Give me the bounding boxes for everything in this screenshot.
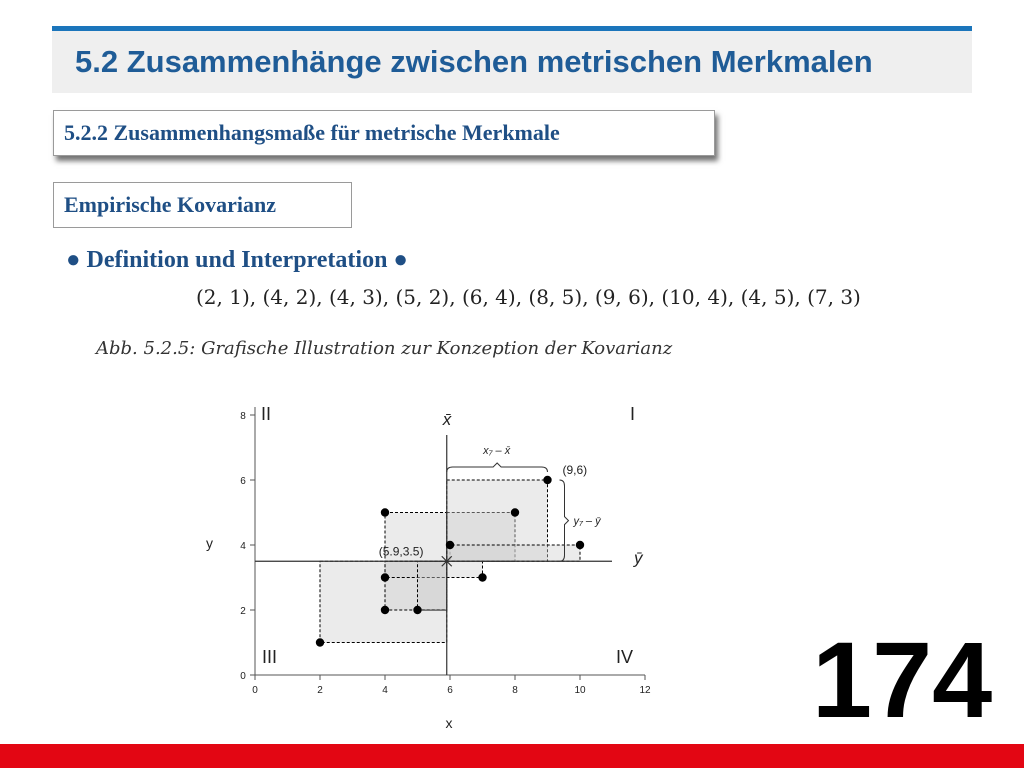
quadrant-label-4: IV <box>616 647 634 667</box>
data-point-2 <box>381 606 389 614</box>
data-point-9 <box>381 508 389 516</box>
y-tick-label-4: 4 <box>240 541 246 552</box>
x-tick-label-6: 6 <box>447 685 453 696</box>
deviation-rect-8 <box>447 545 580 561</box>
data-point-10 <box>478 573 486 581</box>
bottom-bar <box>0 744 1024 768</box>
data-point-3 <box>381 573 389 581</box>
data-point-4 <box>413 606 421 614</box>
x-tick-label-8: 8 <box>512 685 518 696</box>
y-tick-label-2: 2 <box>240 606 246 617</box>
mean-y-label: ȳ <box>634 548 643 568</box>
x-tick-label-2: 2 <box>317 685 323 696</box>
subsection-heading: Empirische Kovarianz <box>64 192 277 217</box>
y-tick-label-8: 8 <box>240 411 246 422</box>
mean-point-label: (5.9,3.5) <box>378 544 424 559</box>
x-tick-label-4: 4 <box>382 685 388 696</box>
y-tick-label-0: 0 <box>240 671 246 682</box>
data-point-6 <box>511 508 519 516</box>
deviation-rect-4 <box>418 561 447 610</box>
data-point-8 <box>576 541 584 549</box>
deviation-rect-10 <box>447 561 483 577</box>
quadrant-label-2: II <box>261 404 272 424</box>
section-heading: 5.2.2 Zusammenhangsmaße für metrische Merkmale <box>64 120 560 145</box>
data-point-5 <box>446 541 454 549</box>
quadrant-label-3: III <box>262 647 278 667</box>
subsection-heading-box <box>53 182 352 228</box>
figure-caption: Abb. 5.2.5: Grafische Illustration zur Konzeption der Kovarianz <box>96 338 673 359</box>
definition-heading: ● Definition und Interpretation ● <box>66 247 408 273</box>
y-tick-label-6: 6 <box>240 476 246 487</box>
covariance-scatter-chart <box>200 390 670 735</box>
x-tick-label-0: 0 <box>252 685 258 696</box>
mean-x-label: x̄ <box>442 410 452 429</box>
dx-brace <box>447 463 548 472</box>
point-9-6-label: (9,6) <box>562 463 588 477</box>
section-heading-box <box>53 110 715 156</box>
dx-label: x₇ – x̄ <box>483 445 511 457</box>
y-axis-label: y <box>206 535 213 551</box>
data-points-list: (2, 1), (4, 2), (4, 3), (5, 2), (6, 4), (8, 5), (9, 6), (10, 4), (4, 5), (7, 3) <box>196 285 861 309</box>
data-point-1 <box>316 638 324 646</box>
slide-title: 5.2 Zusammenhänge zwischen metrischen Merkmalen <box>75 44 873 79</box>
quadrant-label-1: I <box>630 404 636 424</box>
x-axis-label: x <box>445 715 453 731</box>
dy-label: y₇ – ȳ <box>573 515 601 528</box>
page-number: 174 <box>812 619 993 740</box>
x-tick-label-10: 10 <box>574 685 586 696</box>
x-tick-label-12: 12 <box>639 685 651 696</box>
data-point-7 <box>543 476 551 484</box>
